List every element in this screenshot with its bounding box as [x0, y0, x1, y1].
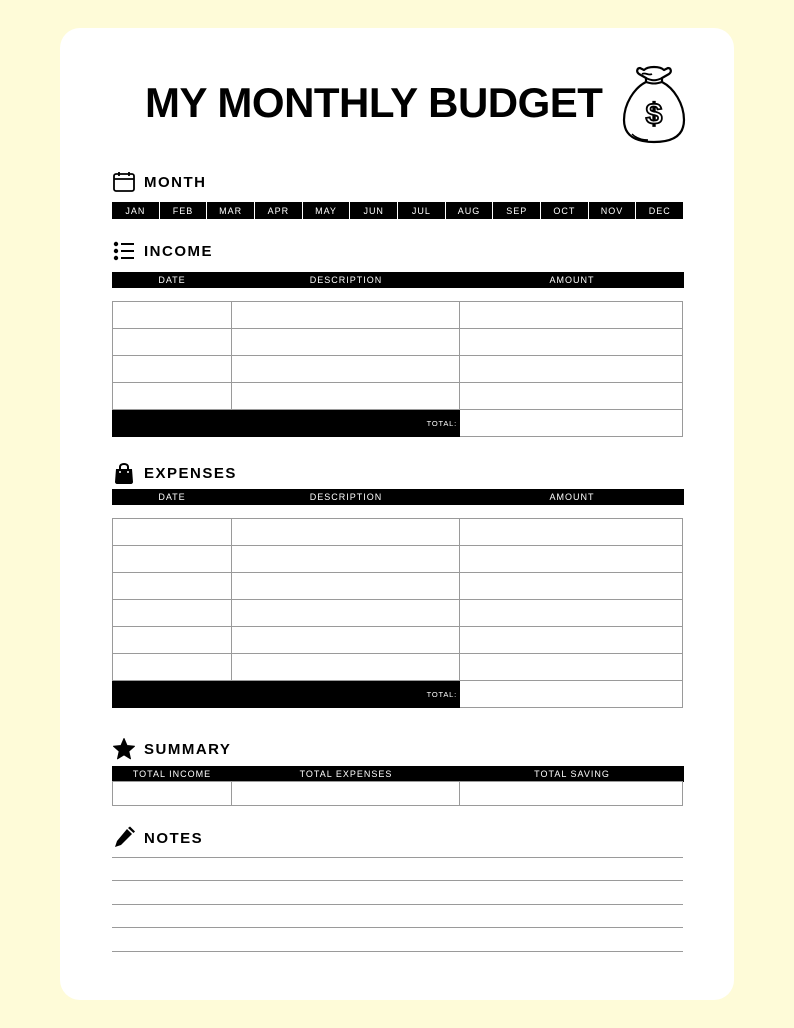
table-row: [113, 329, 683, 356]
month-nov[interactable]: NOV: [589, 202, 637, 219]
expenses-section-header: [112, 461, 237, 485]
income-amount-cell[interactable]: [460, 356, 683, 383]
summary-table: [112, 781, 683, 806]
svg-text:$: $: [645, 98, 663, 131]
total-income-cell[interactable]: [113, 782, 232, 806]
table-row: [113, 627, 683, 654]
month-selector: [112, 202, 683, 219]
table-row: [113, 600, 683, 627]
expenses-total-label: TOTAL:: [113, 681, 460, 708]
month-oct[interactable]: OCT: [541, 202, 589, 219]
month-aug[interactable]: AUG: [446, 202, 494, 219]
expense-description-cell[interactable]: [232, 546, 460, 573]
expense-date-cell[interactable]: [113, 546, 232, 573]
pencil-icon: [112, 826, 136, 850]
expense-date-cell[interactable]: [113, 600, 232, 627]
expenses-column-headers: [112, 489, 684, 505]
income-total-cell[interactable]: [460, 410, 683, 437]
total-saving-cell[interactable]: [460, 782, 683, 806]
table-row: [113, 356, 683, 383]
income-col-date: DATE: [158, 275, 186, 285]
expenses-col-description: DESCRIPTION: [309, 492, 383, 502]
expenses-col-amount: AMOUNT: [549, 492, 595, 502]
income-date-cell[interactable]: [113, 329, 232, 356]
income-total-row: [113, 410, 683, 437]
expense-amount-cell[interactable]: [460, 546, 683, 573]
income-date-cell[interactable]: [113, 356, 232, 383]
summary-column-headers: [112, 766, 684, 782]
income-amount-cell[interactable]: [460, 302, 683, 329]
notes-label: NOTES: [144, 829, 204, 847]
expenses-total-cell[interactable]: [460, 681, 683, 708]
notes-area[interactable]: [112, 857, 683, 952]
income-amount-cell[interactable]: [460, 383, 683, 410]
table-row: [113, 519, 683, 546]
table-row: [113, 302, 683, 329]
month-sep[interactable]: SEP: [493, 202, 541, 219]
expenses-total-row: [113, 681, 683, 708]
expenses-label: EXPENSES: [144, 464, 237, 482]
month-feb[interactable]: FEB: [160, 202, 208, 219]
shopping-bag-icon: [112, 461, 136, 485]
month-mar[interactable]: MAR: [207, 202, 255, 219]
summary-col-total-income: TOTAL INCOME: [132, 769, 212, 779]
summary-col-total-expenses: TOTAL EXPENSES: [299, 769, 393, 779]
table-row: [113, 383, 683, 410]
expense-date-cell[interactable]: [113, 654, 232, 681]
note-line[interactable]: [112, 857, 683, 880]
expense-description-cell[interactable]: [232, 573, 460, 600]
income-description-cell[interactable]: [232, 356, 460, 383]
calendar-icon: [112, 170, 136, 194]
note-line[interactable]: [112, 880, 683, 903]
expense-description-cell[interactable]: [232, 600, 460, 627]
expense-description-cell[interactable]: [232, 627, 460, 654]
page-title: MY MONTHLY BUDGET: [145, 79, 603, 126]
expense-description-cell[interactable]: [232, 654, 460, 681]
income-total-label: TOTAL:: [113, 410, 460, 437]
month-section-header: [112, 170, 207, 194]
income-table: [112, 301, 683, 437]
expenses-table: [112, 518, 683, 708]
income-column-headers: [112, 272, 684, 288]
income-section-header: [112, 239, 213, 263]
expense-amount-cell[interactable]: [460, 627, 683, 654]
income-description-cell[interactable]: [232, 383, 460, 410]
month-label: MONTH: [144, 173, 207, 191]
month-jan[interactable]: JAN: [112, 202, 160, 219]
note-line[interactable]: [112, 927, 683, 950]
income-col-description: DESCRIPTION: [309, 275, 383, 285]
month-apr[interactable]: APR: [255, 202, 303, 219]
note-line[interactable]: [112, 951, 683, 952]
table-row: [113, 546, 683, 573]
table-row: [113, 573, 683, 600]
income-description-cell[interactable]: [232, 302, 460, 329]
month-jul[interactable]: JUL: [398, 202, 446, 219]
month-may[interactable]: MAY: [303, 202, 351, 219]
expense-date-cell[interactable]: [113, 519, 232, 546]
star-icon: [112, 737, 136, 761]
summary-label: SUMMARY: [144, 740, 232, 758]
expense-amount-cell[interactable]: [460, 600, 683, 627]
list-icon: [112, 239, 136, 263]
table-row: [113, 654, 683, 681]
income-amount-cell[interactable]: [460, 329, 683, 356]
income-date-cell[interactable]: [113, 383, 232, 410]
month-jun[interactable]: JUN: [350, 202, 398, 219]
expense-date-cell[interactable]: [113, 627, 232, 654]
note-line[interactable]: [112, 904, 683, 927]
expense-amount-cell[interactable]: [460, 519, 683, 546]
notes-section-header: [112, 826, 203, 850]
summary-section-header: [112, 737, 231, 761]
income-label: INCOME: [144, 242, 213, 260]
table-row: [113, 782, 683, 806]
expense-amount-cell[interactable]: [460, 654, 683, 681]
income-date-cell[interactable]: [113, 302, 232, 329]
expenses-col-date: DATE: [158, 492, 186, 502]
expense-description-cell[interactable]: [232, 519, 460, 546]
expense-amount-cell[interactable]: [460, 573, 683, 600]
income-description-cell[interactable]: [232, 329, 460, 356]
expense-date-cell[interactable]: [113, 573, 232, 600]
month-dec[interactable]: DEC: [648, 205, 671, 216]
total-expenses-cell[interactable]: [232, 782, 460, 806]
summary-col-total-saving: TOTAL SAVING: [534, 769, 610, 779]
money-bag-icon: [622, 64, 686, 144]
income-col-amount: AMOUNT: [549, 275, 595, 285]
